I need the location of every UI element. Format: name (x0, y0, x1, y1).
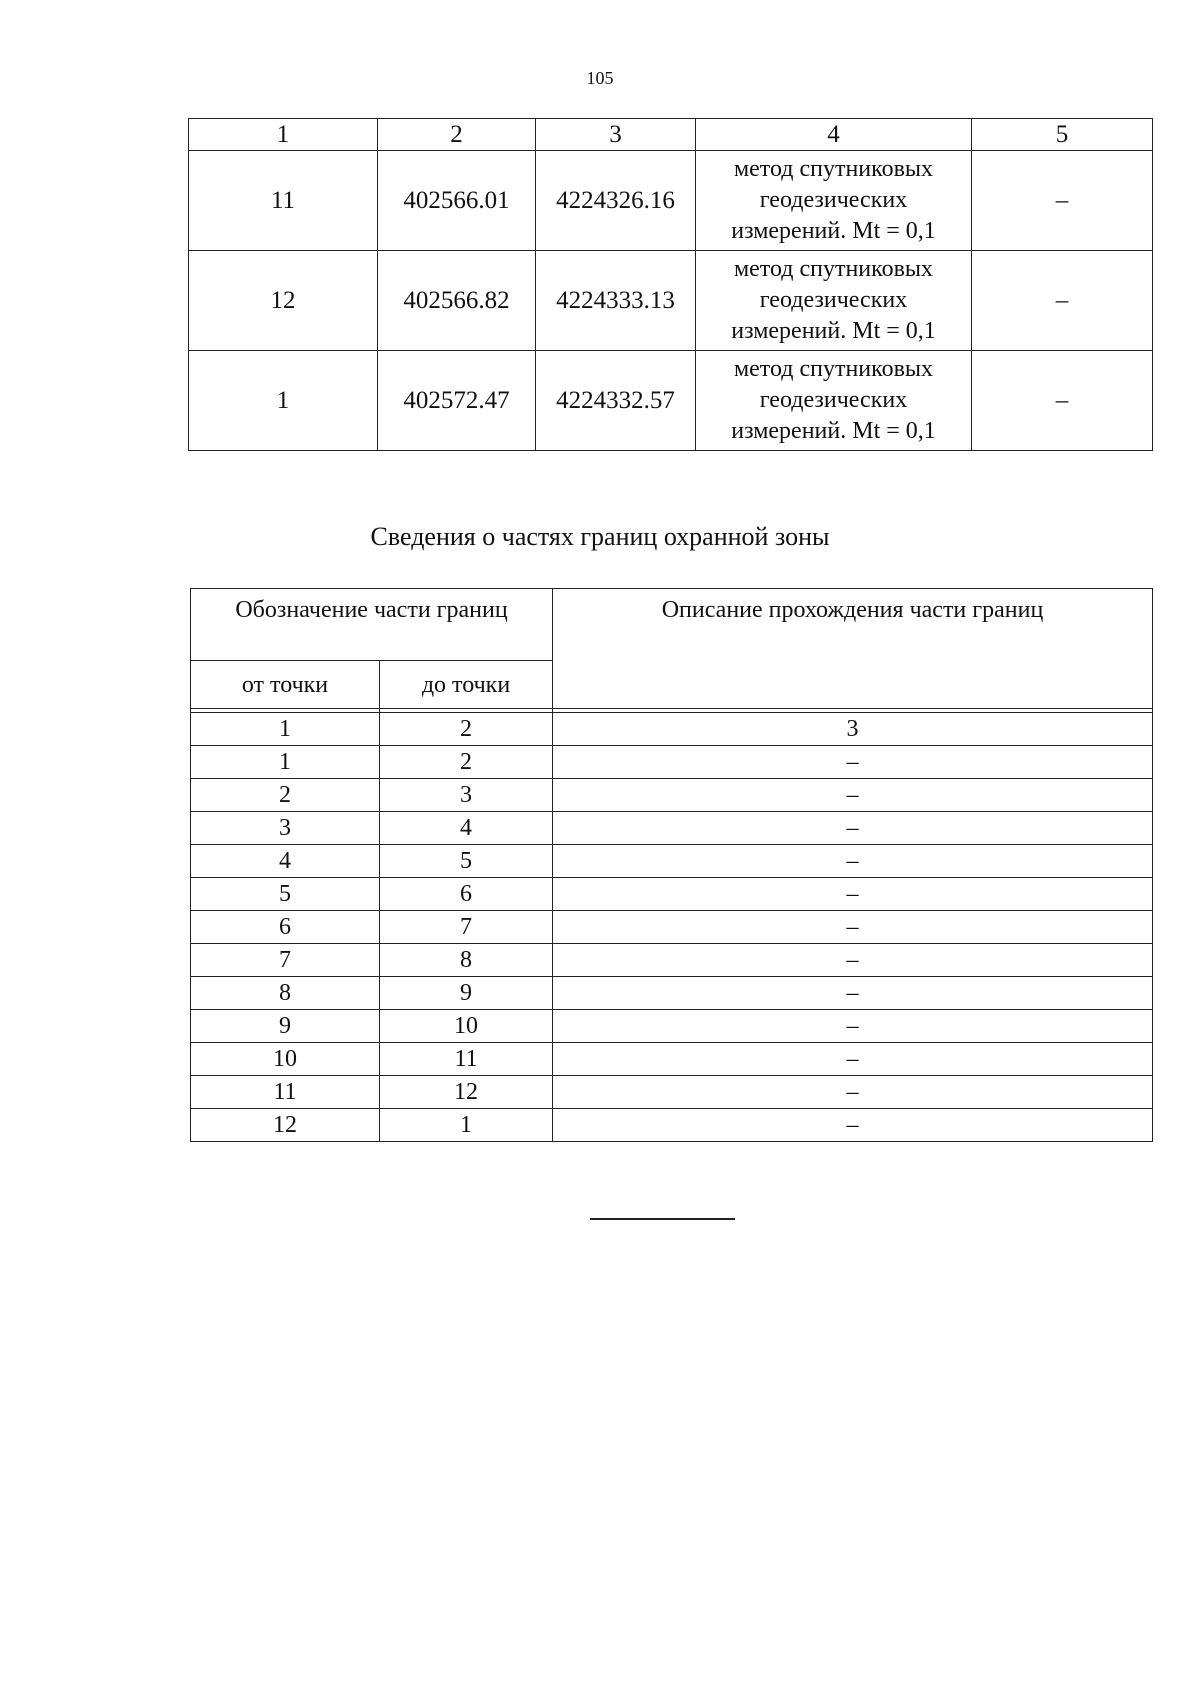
column-number: 1 (189, 119, 378, 151)
table-row (189, 151, 1153, 251)
page-number: 105 (586, 68, 614, 88)
column-number: 3 (536, 119, 696, 151)
from-point: 12 (191, 1109, 380, 1142)
table-row (189, 251, 1153, 351)
to-point: 4 (380, 812, 553, 845)
note: – (972, 351, 1153, 451)
table-row (191, 944, 1153, 977)
from-point: 1 (191, 746, 380, 779)
boundary-parts-table (190, 588, 1153, 1142)
header-designation: Обозначение части границ (191, 589, 553, 661)
coordinate-y: 4224333.13 (536, 251, 696, 351)
table-row (191, 1043, 1153, 1076)
method-line: метод спутниковых (733, 356, 934, 382)
table-row (191, 812, 1153, 845)
from-point: 8 (191, 977, 380, 1010)
description: – (553, 812, 1153, 845)
from-point: 7 (191, 944, 380, 977)
method-line: измерений. Mt = 0,1 (731, 218, 936, 244)
description: – (553, 911, 1153, 944)
end-divider (590, 1218, 735, 1220)
table-row (189, 351, 1153, 451)
description: – (553, 779, 1153, 812)
table-header-row (189, 119, 1153, 151)
coordinates-table (188, 118, 1153, 451)
description: – (553, 746, 1153, 779)
to-point: 3 (380, 779, 553, 812)
table-row (191, 878, 1153, 911)
column-number: 2 (380, 713, 553, 746)
from-point: 11 (191, 1076, 380, 1109)
table-row (191, 779, 1153, 812)
description: – (553, 944, 1153, 977)
description: – (553, 878, 1153, 911)
from-point: 9 (191, 1010, 380, 1043)
from-point: 4 (191, 845, 380, 878)
from-point: 3 (191, 812, 380, 845)
method-line: метод спутниковых (733, 156, 934, 182)
column-number: 1 (191, 713, 380, 746)
point-number: 1 (189, 351, 378, 451)
column-number: 5 (972, 119, 1153, 151)
column-number: 2 (378, 119, 536, 151)
to-point: 11 (380, 1043, 553, 1076)
from-point: 5 (191, 878, 380, 911)
measurement-method (696, 251, 972, 351)
method-line: геодезических (759, 387, 908, 413)
header-to-point: до точки (380, 661, 553, 709)
coordinate-x: 402566.82 (378, 251, 536, 351)
point-number: 12 (189, 251, 378, 351)
note: – (972, 251, 1153, 351)
to-point: 12 (380, 1076, 553, 1109)
column-number: 4 (696, 119, 972, 151)
table-row (191, 1010, 1153, 1043)
table-row (191, 911, 1153, 944)
table-row (191, 977, 1153, 1010)
to-point: 7 (380, 911, 553, 944)
method-line: измерений. Mt = 0,1 (731, 418, 936, 444)
to-point: 10 (380, 1010, 553, 1043)
from-point: 10 (191, 1043, 380, 1076)
to-point: 9 (380, 977, 553, 1010)
method-line: измерений. Mt = 0,1 (731, 318, 936, 344)
description: – (553, 1076, 1153, 1109)
column-number-row (191, 713, 1153, 746)
to-point: 8 (380, 944, 553, 977)
table-row (191, 845, 1153, 878)
header-from-point: от точки (191, 661, 380, 709)
description: – (553, 845, 1153, 878)
description: – (553, 1043, 1153, 1076)
section-title: Сведения о частях границ охранной зоны (370, 522, 830, 551)
point-number: 11 (189, 151, 378, 251)
coordinate-y: 4224326.16 (536, 151, 696, 251)
coordinate-x: 402572.47 (378, 351, 536, 451)
description: – (553, 1010, 1153, 1043)
to-point: 5 (380, 845, 553, 878)
measurement-method (696, 351, 972, 451)
coordinate-y: 4224332.57 (536, 351, 696, 451)
header-description: Описание прохождения части границ (553, 589, 1153, 709)
from-point: 2 (191, 779, 380, 812)
table-row (191, 1076, 1153, 1109)
to-point: 6 (380, 878, 553, 911)
from-point: 6 (191, 911, 380, 944)
coordinate-x: 402566.01 (378, 151, 536, 251)
column-number: 3 (553, 713, 1153, 746)
method-line: метод спутниковых (733, 256, 934, 282)
method-line: геодезических (759, 287, 908, 313)
note: – (972, 151, 1153, 251)
table-row (191, 1109, 1153, 1142)
table-row (191, 746, 1153, 779)
description: – (553, 977, 1153, 1010)
description: – (553, 1109, 1153, 1142)
table-header-row (191, 589, 1153, 661)
to-point: 1 (380, 1109, 553, 1142)
to-point: 2 (380, 746, 553, 779)
measurement-method (696, 151, 972, 251)
method-line: геодезических (759, 187, 908, 213)
